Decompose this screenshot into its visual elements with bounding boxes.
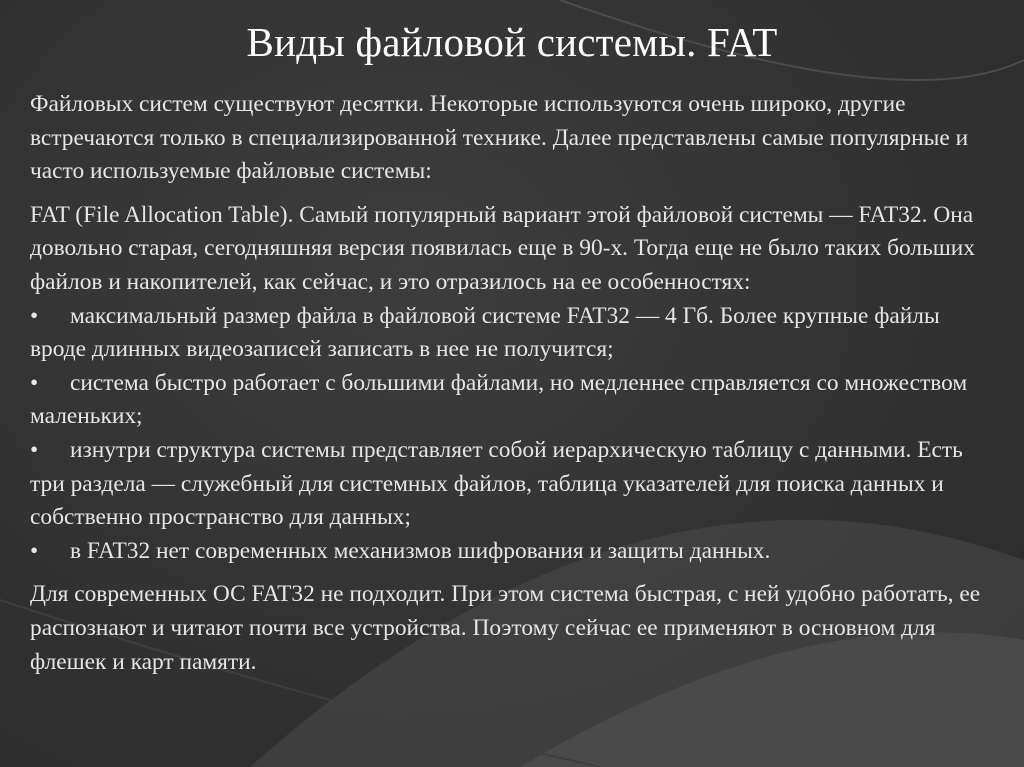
slide-title: Виды файловой системы. FAT (246, 19, 778, 65)
list-item (30, 434, 998, 535)
bullet-text: изнутри структура системы представляет собой иерархическую таблицу с данными. Есть три раздела — служебный для системных файлов, таблица указателей для поиска данных и собственно пространство для данных; (30, 436, 963, 531)
bullet-icon: • (30, 369, 39, 396)
bullet-text: максимальный размер файла в файловой системе FAT32 — 4 Гб. Более крупные файлы вроде длинных видеозаписей записать в нее не получится; (30, 302, 940, 363)
list-item (30, 300, 998, 367)
list-item (30, 367, 998, 434)
fat-description-paragraph: FAT (File Allocation Table). Самый популярный вариант этой файловой системы — FAT32. Она довольно старая, сегодняшняя версия появилась еще в 90-х. Тогда еще не было таких больших файлов и накопителей, как сейчас, и это отразилось на ее особенностях: (30, 201, 975, 295)
bullet-icon: • (30, 537, 39, 564)
bullet-text: система быстро работает с большими файлами, но медленнее справляется со множеством маленьких; (30, 369, 968, 430)
slide-body (30, 88, 998, 679)
bullet-icon: • (30, 302, 39, 329)
intro-paragraph: Файловых систем существуют десятки. Некоторые используются очень широко, другие встречаются только в специализированной технике. Далее представлены самые популярные и часто используемые файловые системы: (30, 91, 969, 185)
bullet-text: в FAT32 нет современных механизмов шифрования и защиты данных. (70, 537, 771, 564)
bullet-icon: • (30, 436, 39, 463)
list-item (30, 535, 998, 569)
conclusion-paragraph: Для современных ОС FAT32 не подходит. При этом система быстрая, с ней удобно работать, ее распознают и читают почти все устройства. Поэтому сейчас ее применяют в основном для флешек и карт памяти. (30, 581, 981, 675)
